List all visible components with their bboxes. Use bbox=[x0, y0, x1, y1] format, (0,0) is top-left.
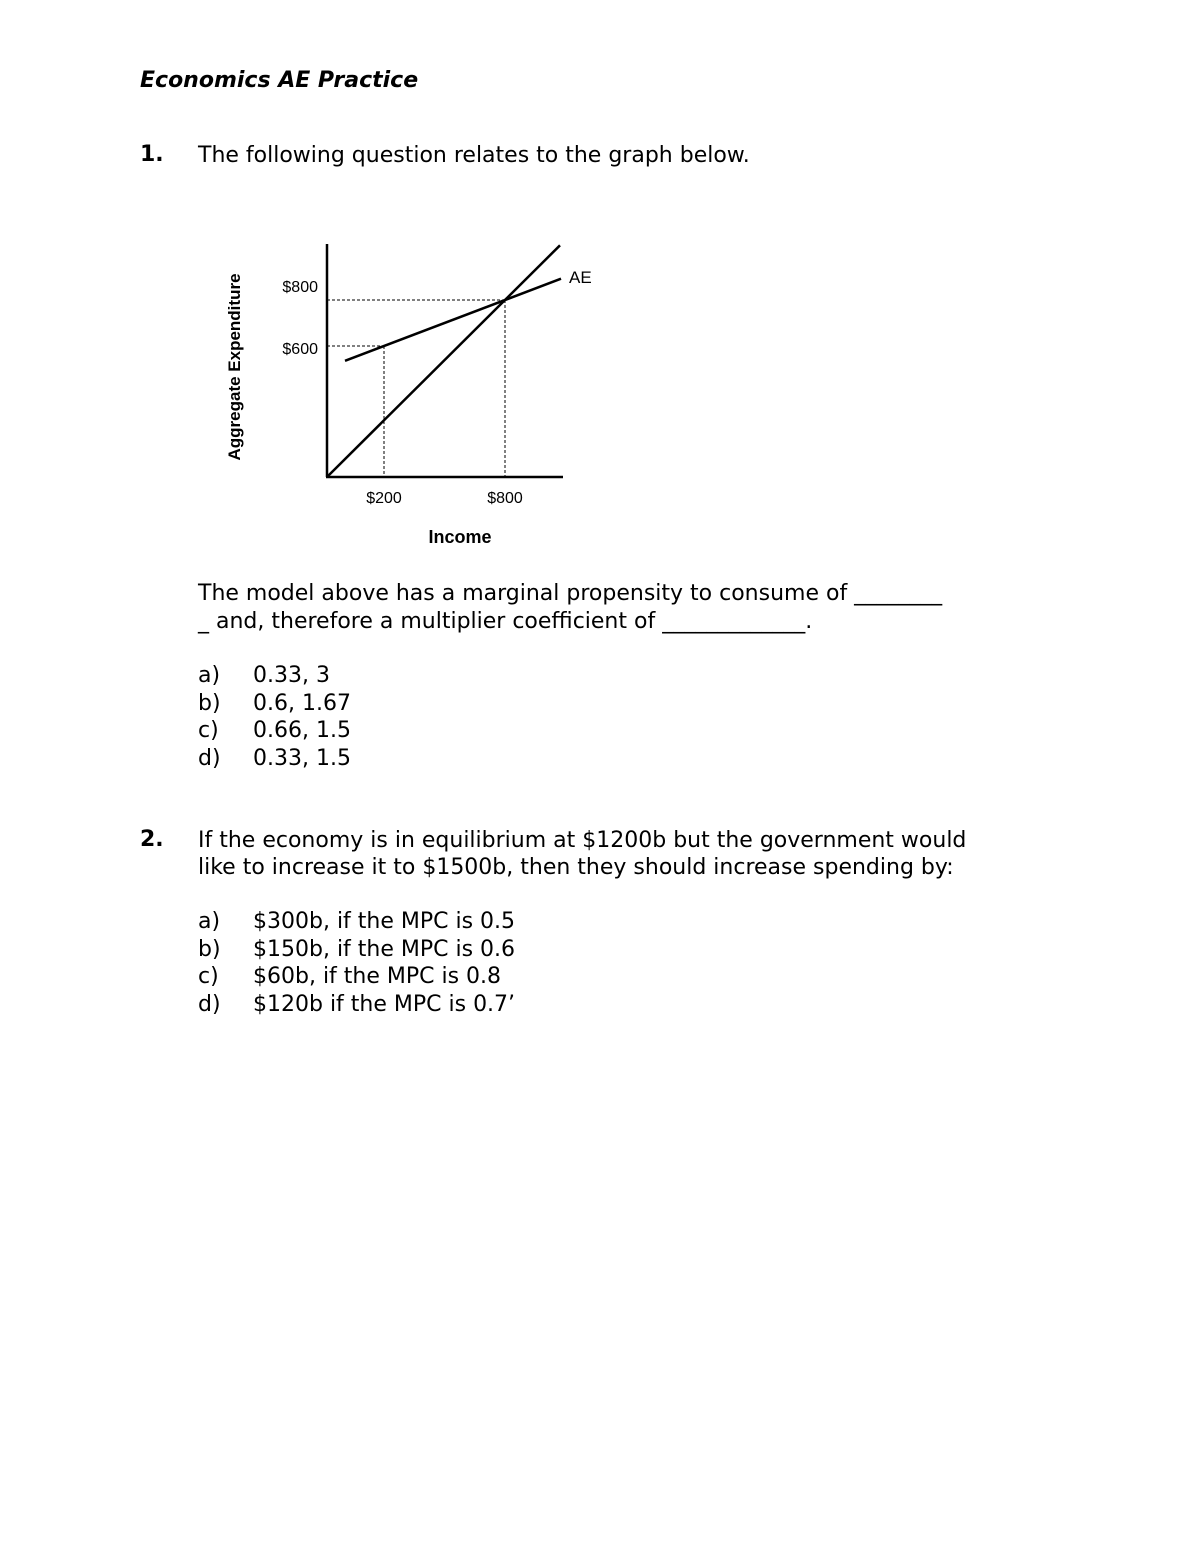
y-tick-600: $600 bbox=[282, 341, 318, 358]
question-1-option-a bbox=[198, 662, 330, 690]
question-2-option-d bbox=[198, 991, 515, 1019]
option-text: 0.33, 3 bbox=[253, 663, 330, 688]
series-lines bbox=[328, 245, 561, 476]
option-text: $150b, if the MPC is 0.6 bbox=[253, 936, 516, 962]
option-text: 0.6, 1.67 bbox=[253, 690, 351, 716]
question-2-option-c bbox=[198, 963, 501, 991]
question-2-option-b bbox=[198, 936, 515, 964]
option-text: $120b if the MPC is 0.7’ bbox=[253, 991, 516, 1017]
y-tick-800: $800 bbox=[282, 279, 318, 296]
ae-line bbox=[345, 279, 561, 361]
option-text: $60b, if the MPC is 0.8 bbox=[253, 964, 502, 989]
document-title: Economics AE Practice bbox=[140, 68, 419, 93]
question-1-number: 1. bbox=[140, 142, 164, 167]
option-letter: c) bbox=[198, 964, 219, 989]
question-2-number: 2. bbox=[140, 827, 164, 852]
option-letter: a) bbox=[198, 663, 221, 688]
option-letter: a) bbox=[198, 909, 221, 934]
option-letter: b) bbox=[198, 690, 221, 716]
question-1-prompt: The following question relates to the graph below. bbox=[198, 143, 750, 168]
option-text: 0.66, 1.5 bbox=[253, 718, 351, 743]
option-text: 0.33, 1.5 bbox=[253, 745, 351, 771]
question-1-body-line-2: _ and, therefore a multiplier coefficient of _____________. bbox=[198, 609, 813, 634]
option-letter: c) bbox=[198, 718, 219, 743]
option-letter: d) bbox=[198, 991, 221, 1017]
question-2-line-2: like to increase it to $1500b, then they should increase spending by: bbox=[198, 855, 954, 880]
question-2-line-1: If the economy is in equilibrium at $1200b but the government would bbox=[198, 828, 967, 853]
x-axis-label: Income bbox=[428, 527, 492, 547]
option-letter: b) bbox=[198, 936, 221, 962]
question-1-option-b bbox=[198, 690, 351, 718]
question-2-option-a bbox=[198, 908, 515, 936]
question-1-option-c bbox=[198, 717, 351, 745]
forty-five-degree-line bbox=[328, 245, 560, 476]
option-letter: d) bbox=[198, 745, 221, 771]
question-1-body-line-1: The model above has a marginal propensity to consume of ________ bbox=[198, 581, 943, 606]
x-tick-200: $200 bbox=[366, 490, 402, 507]
question-1-option-d bbox=[198, 745, 351, 773]
graph-labels bbox=[225, 268, 592, 547]
y-axis-label: Aggregate Expenditure bbox=[225, 273, 244, 461]
option-text: $300b, if the MPC is 0.5 bbox=[253, 909, 516, 934]
ae-series-label: AE bbox=[569, 268, 592, 287]
x-tick-800: $800 bbox=[487, 490, 523, 507]
ae-graph bbox=[215, 230, 635, 560]
